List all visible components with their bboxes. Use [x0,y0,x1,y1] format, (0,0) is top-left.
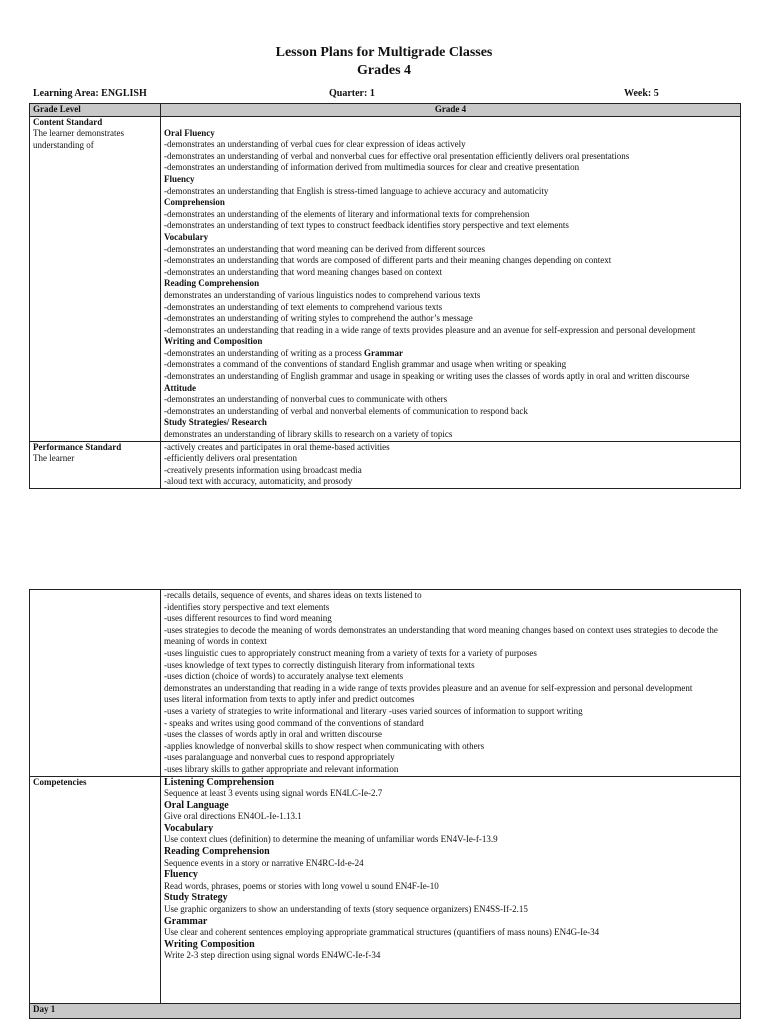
performance-line: -uses strategies to decode the meaning of words demonstrates an understanding that word meaning changes based on context uses strategies to decode the meaning of words in context [164,624,718,647]
performance-line: -uses different resources to find word meaning [164,613,332,624]
standard-line: -demonstrates an understanding that English is stress-timed language to achieve accuracy and automaticity [164,185,549,196]
performance-continued-cell [161,590,741,777]
day-1-row [30,1003,741,1018]
content-standard-label-cell [30,116,161,441]
standard-line: -demonstrates an understanding that words are composed of different parts and their meaning changes depending on context [164,255,612,266]
competency-text: Use clear and coherent sentences employing appropriate grammatical structures (quantifiers of mass nouns) EN4G-Ie-34 [164,927,600,938]
competencies-label-cell [30,776,161,1003]
grade-level-header: Grade Level [30,104,161,117]
competency-text: Write 2-3 step direction using signal words EN4WC-Ie-f-34 [164,950,381,961]
competency-text: Give oral directions EN4OL-Ie-1.13.1 [164,811,302,822]
performance-line: -uses knowledge of text types to correctly distinguish literary from informational texts [164,659,475,670]
performance-line: -uses a variety of strategies to write informational and literary -uses varied sources of information to support writing [164,705,583,716]
performance-line: -identifies story perspective and text elements [164,601,330,612]
standard-line: -demonstrates an understanding of verbal and nonverbal elements of communication to respond back [164,405,528,416]
competency-heading: Listening Comprehension [164,776,275,788]
content-standard-text-cell [161,116,741,441]
lesson-plan-table [29,103,741,489]
document-title: Lesson Plans for Multigrade Classes [275,45,493,60]
content-standard-label: Content Standard [33,116,103,127]
competencies-label: Competencies [33,776,87,787]
grade-4-header: Grade 4 [161,104,741,117]
section-heading: Oral Fluency [164,127,215,138]
competency-heading: Study Strategy [164,892,228,904]
performance-standard-label: Performance Standard [33,441,122,452]
standard-line: -demonstrates an understanding that word meaning can be derived from different sources [164,243,485,254]
standard-line: demonstrates an understanding of various linguistics nodes to comprehend various texts [164,289,481,300]
standard-line: -demonstrates an understanding of verbal cues for clear expression of ideas actively [164,139,466,150]
competency-heading: Oral Language [164,799,229,811]
section-heading: Attitude [164,382,196,393]
competency-heading: Writing Composition [164,938,255,950]
performance-line: - speaks and writes using good command of the conventions of standard [164,717,424,728]
standard-line: -demonstrates an understanding of text elements to comprehend various texts [164,301,443,312]
standard-line: -demonstrates an understanding of nonverbal cues to communicate with others [164,394,448,405]
performance-standard-row [30,441,741,488]
standard-line: -demonstrates an understanding that word meaning changes based on context [164,266,443,277]
performance-line: -uses the classes of words aptly in oral and written discourse [164,729,382,740]
performance-line: -uses library skills to gather appropriate and relevant information [164,763,399,774]
performance-line: demonstrates an understanding that reading in a wide range of texts provides pleasure and an avenue for self-expression and personal development [164,682,693,693]
day-1-label: Day 1 [30,1003,741,1018]
standard-line: -demonstrates an understanding of verbal and nonverbal cues for effective oral presentation efficiently delivers oral presentations [164,150,630,161]
competency-heading: Vocabulary [164,822,214,834]
standard-line [164,348,737,360]
writing-line: -demonstrates an understanding of writing as a process [164,347,364,358]
performance-line: -efficiently delivers oral presentation [164,453,298,464]
performance-standard-label-cell [30,441,161,488]
section-heading: Writing and Composition [164,336,263,347]
standard-line: -demonstrates an understanding of English grammar and usage in speaking or writing uses the classes of words aptly in oral and written discourse [164,371,690,382]
performance-line: -creatively presents information using broadcast media [164,464,362,475]
performance-line: -aloud text with accuracy, automaticity, and prosody [164,476,353,487]
competency-heading: Grammar [164,915,208,927]
section-heading: Vocabulary [164,231,209,242]
content-standard-row [30,116,741,441]
empty-label-cell [30,590,161,777]
section-heading: Reading Comprehension [164,278,260,289]
performance-line: uses literal information from texts to aptly infer and predict outcomes [164,694,415,705]
performance-standard-text-cell [161,441,741,488]
performance-standard-sublabel: The learner [33,453,75,464]
competency-text: Sequence at least 3 events using signal words EN4LC-Ie-2.7 [164,788,383,799]
grammar-inline-heading: Grammar [363,347,403,358]
section-heading: Fluency [164,173,195,184]
standard-line: -demonstrates an understanding of the elements of literary and informational texts for comprehension [164,208,530,219]
lesson-plan-table-continued [29,589,741,1019]
table-header-row [30,104,741,117]
standard-line: -demonstrates an understanding of text types to construct feedback identifies story perspective and text elements [164,220,569,231]
competencies-text-cell [161,776,741,1003]
performance-line: -actively creates and participates in oral theme-based activities [164,441,390,452]
performance-continued-row [30,590,741,777]
performance-line: -recalls details, sequence of events, and shares ideas on texts listened to [164,590,422,600]
quarter-label: Quarter: 1 [329,88,375,99]
competency-text: Use context clues (definition) to determine the meaning of unfamiliar words EN4V-Ie-f-13.9 [164,834,498,845]
performance-line: -applies knowledge of nonverbal skills to show respect when communicating with others [164,740,485,751]
competency-text: Use graphic organizers to show an understanding of texts (story sequence organizers) EN4SS-If-2.15 [164,904,528,915]
learning-area-label: Learning Area: ENGLISH [33,88,147,99]
section-heading: Study Strategies/ Research [164,417,267,428]
performance-line: -uses linguistic cues to appropriately construct meaning from a variety of texts for a variety of purposes [164,647,537,658]
competency-text: Read words, phrases, poems or stories with long vowel u sound EN4F-Ie-10 [164,880,439,891]
competency-text: Sequence events in a story or narrative EN4RC-Id-e-24 [164,857,364,868]
performance-line: -uses diction (choice of words) to accurately analyse text elements [164,671,404,682]
competencies-row [30,776,741,1003]
document-subtitle: Grades 4 [356,63,412,78]
competency-heading: Fluency [164,869,198,881]
week-label: Week: 5 [624,88,659,99]
standard-line: demonstrates an understanding of library skills to research on a variety of topics [164,429,453,440]
section-heading: Comprehension [164,197,225,208]
performance-line: -uses paralanguage and nonverbal cues to respond appropriately [164,752,395,763]
page-break [0,550,768,588]
content-standard-sublabel: The learner demonstrates understanding of [33,128,124,150]
standard-line: -demonstrates a command of the conventions of standard English grammar and usage when writing or speaking [164,359,567,370]
standard-line: -demonstrates an understanding of writing styles to comprehend the author’s message [164,313,473,324]
standard-line: -demonstrates an understanding that reading in a wide range of texts provides pleasure and an avenue for self-expression and personal development [164,324,696,335]
competency-heading: Reading Comprehension [164,846,270,858]
standard-line: -demonstrates an understanding of information derived from multimedia sources for clear and creative presentation [164,162,580,173]
